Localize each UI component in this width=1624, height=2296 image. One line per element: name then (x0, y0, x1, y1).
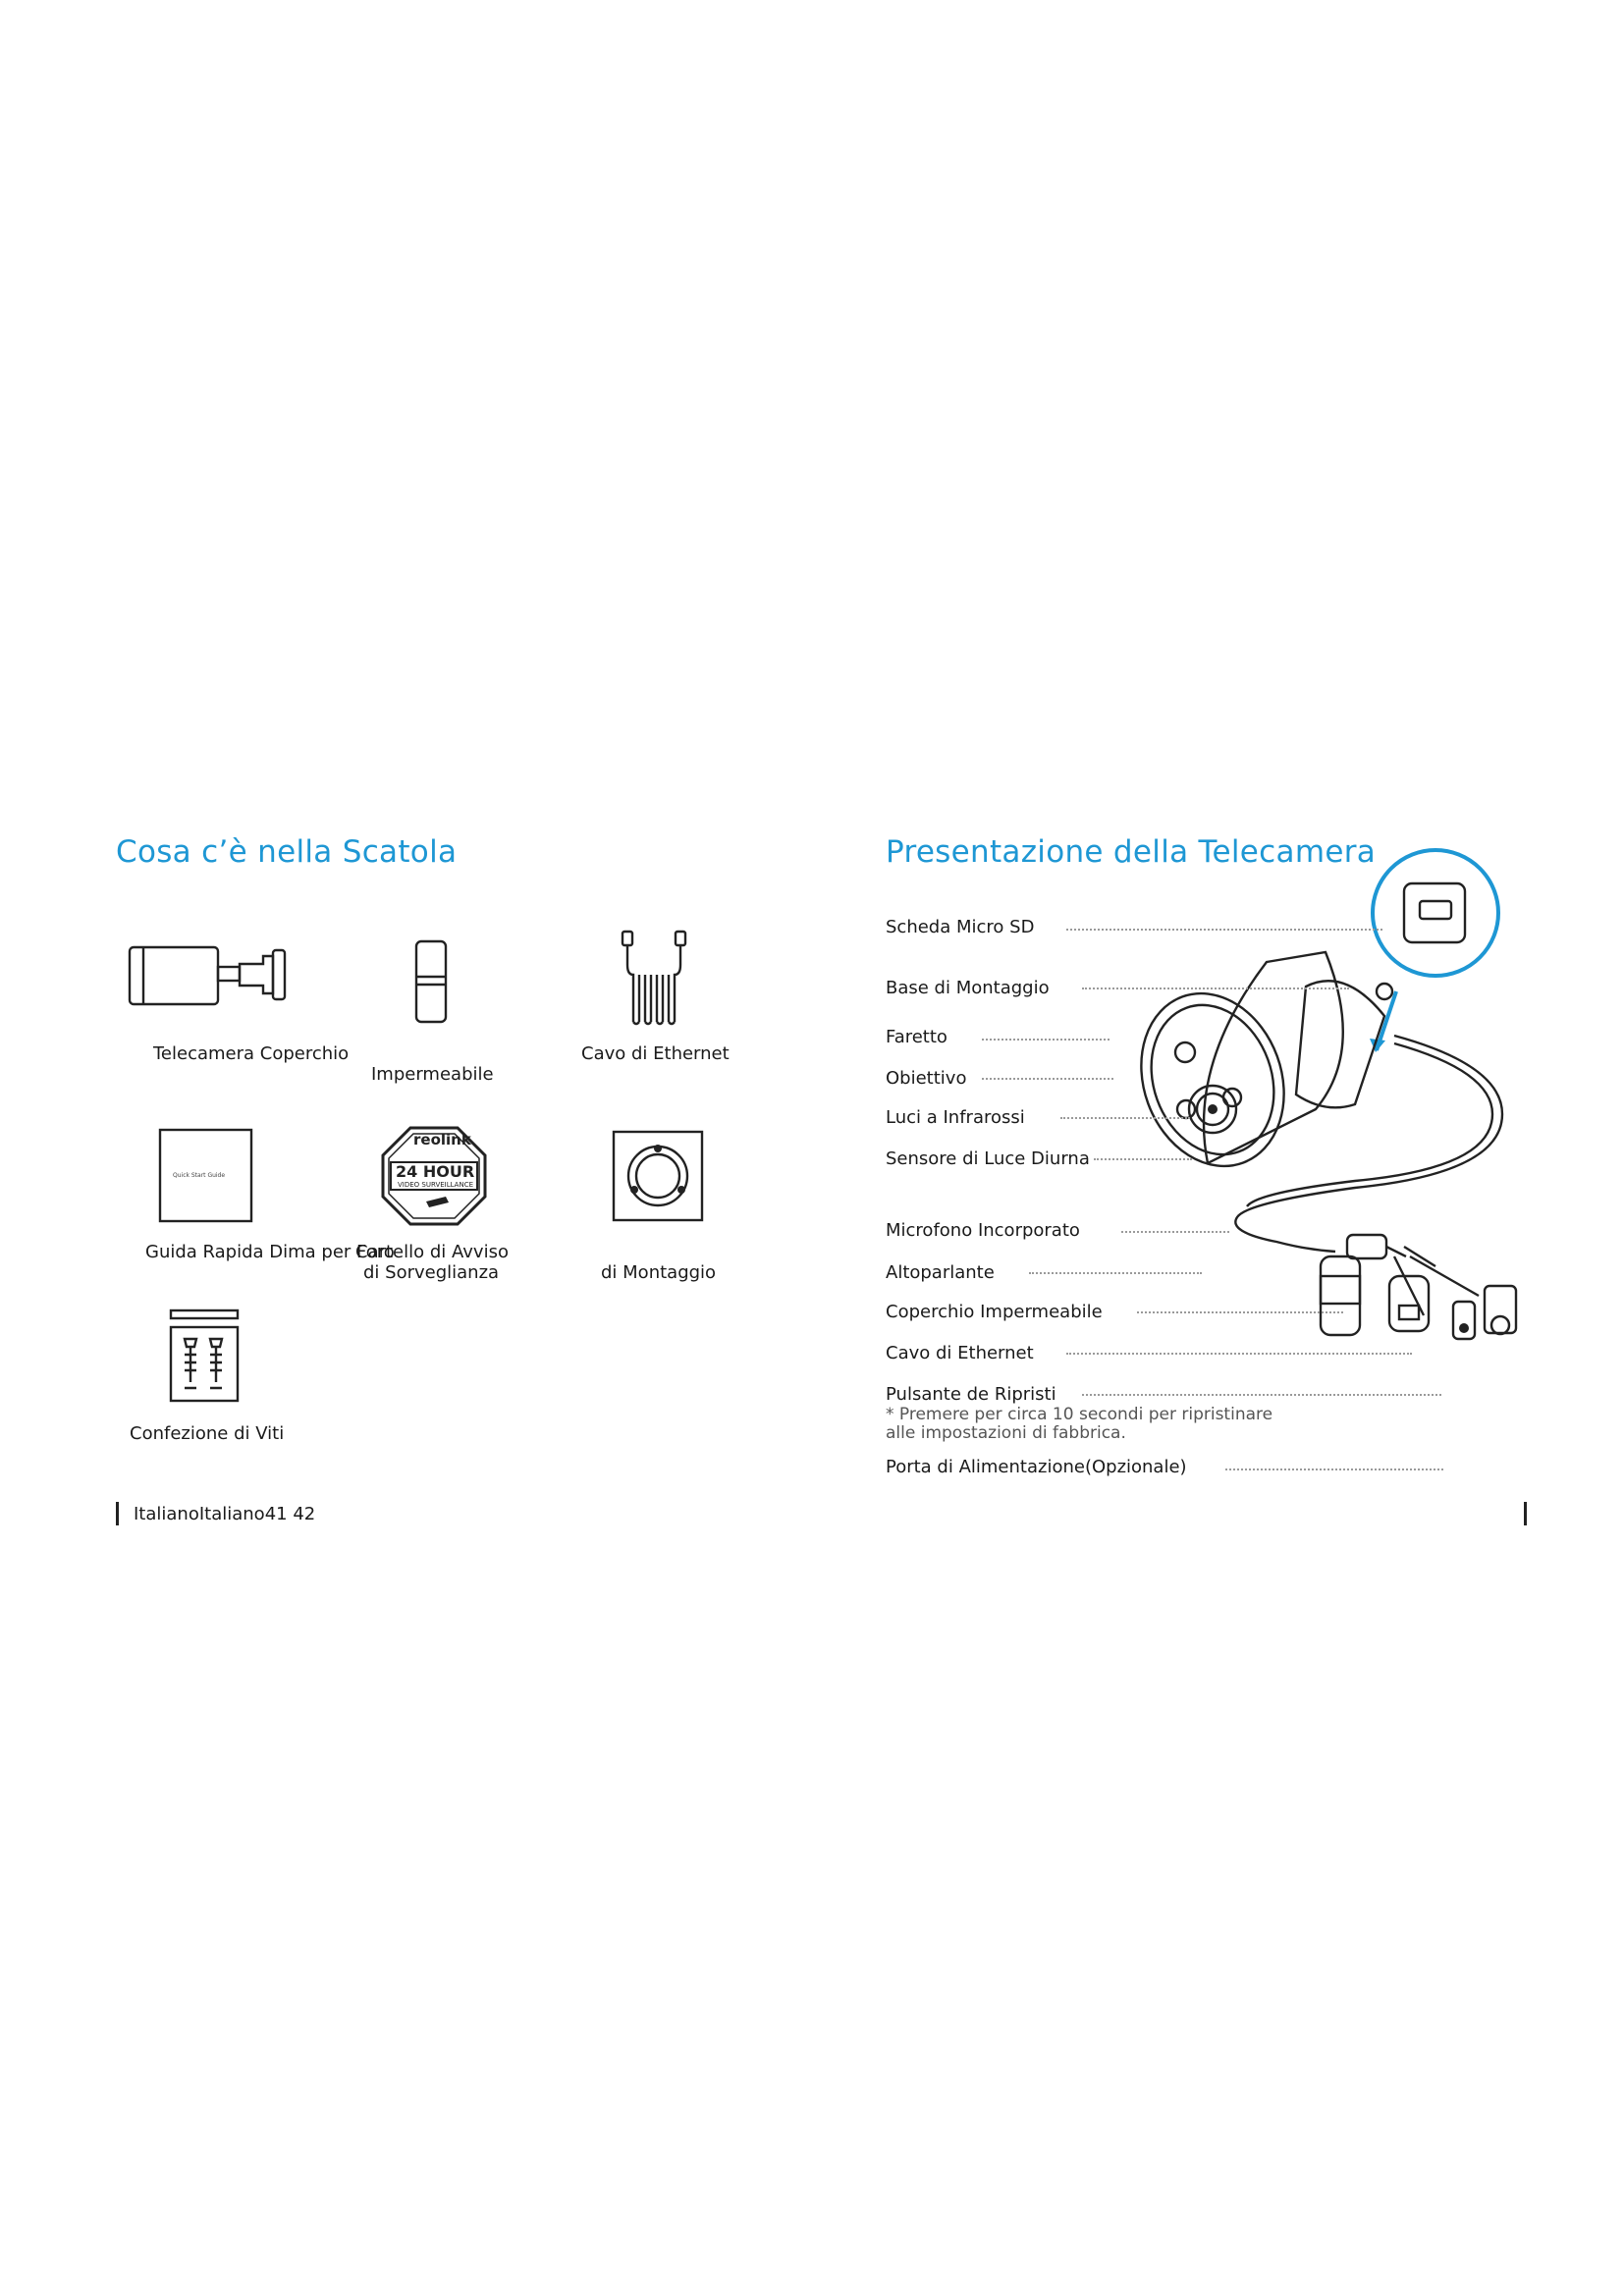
item-label-template: di Montaggio (601, 1262, 717, 1283)
sign-hours-text: 24 HOUR (396, 1162, 475, 1181)
section-title-box-contents: Cosa c’è nella Scatola (116, 834, 458, 870)
leader-spotlight (982, 1039, 1110, 1041)
leader-micro-sd (1066, 929, 1382, 931)
item-label-guide: Guida Rapida Dima per Foro (145, 1242, 395, 1262)
ethernet-cable-illustration (617, 928, 695, 1031)
reset-note-line1: * Premere per circa 10 secondi per ripristinare (886, 1405, 1273, 1424)
item-label-ethernet: Cavo di Ethernet (581, 1043, 730, 1064)
leader-power-port (1225, 1468, 1443, 1470)
waterproof-cover-illustration (412, 937, 452, 1026)
leader-ir-lights (1060, 1117, 1190, 1119)
item-label-screws: Confezione di Viti (130, 1423, 285, 1444)
leader-speaker (1029, 1272, 1202, 1274)
label-ir-lights: Luci a Infrarossi (886, 1107, 1025, 1128)
leader-ethernet-cable (1066, 1353, 1412, 1355)
label-speaker: Altoparlante (886, 1262, 995, 1283)
reset-note-line2: alle impostazioni di fabbrica. (886, 1423, 1126, 1443)
label-mounting-base: Base di Montaggio (886, 978, 1050, 998)
footer-page-text: ItalianoItaliano41 42 (134, 1504, 316, 1524)
leader-microphone (1121, 1231, 1229, 1233)
footer-bar-left (116, 1502, 119, 1525)
footer-bar-right (1524, 1502, 1527, 1525)
leader-reset-button (1082, 1394, 1441, 1396)
section-title-camera-overview: Presentazione della Telecamera (886, 834, 1377, 870)
label-daylight-sensor: Sensore di Luce Diurna (886, 1148, 1090, 1169)
label-micro-sd: Scheda Micro SD (886, 917, 1035, 937)
sign-brand-text: reolink (413, 1131, 471, 1148)
label-waterproof-cover: Coperchio Impermeabile (886, 1302, 1103, 1322)
leader-lens (982, 1078, 1113, 1080)
screw-pack-illustration (167, 1308, 245, 1406)
item-label-cover: Impermeabile (371, 1064, 494, 1085)
mounting-template-illustration (611, 1129, 705, 1223)
label-ethernet-cable: Cavo di Ethernet (886, 1343, 1034, 1363)
label-power-port: Porta di Alimentazione(Opzionale) (886, 1457, 1187, 1477)
leader-daylight-sensor (1094, 1158, 1192, 1160)
label-microphone: Microfono Incorporato (886, 1220, 1080, 1241)
label-spotlight: Faretto (886, 1027, 947, 1047)
item-label-sign-line2: di Sorveglianza (363, 1262, 500, 1283)
camera-diagram (1070, 844, 1542, 1355)
label-lens: Obiettivo (886, 1068, 967, 1089)
item-label-sign-line1: Cartello di Avviso (355, 1242, 509, 1262)
leader-mounting-base (1082, 988, 1349, 989)
camera-illustration (126, 942, 293, 1011)
sign-sub-text: VIDEO SURVEILLANCE (398, 1181, 474, 1189)
label-reset-button: Pulsante de Ripristi (886, 1384, 1056, 1405)
guide-cover-text: Quick Start Guide (173, 1172, 226, 1179)
item-label-camera: Telecamera Coperchio (153, 1043, 350, 1064)
leader-waterproof-cover (1137, 1311, 1343, 1313)
